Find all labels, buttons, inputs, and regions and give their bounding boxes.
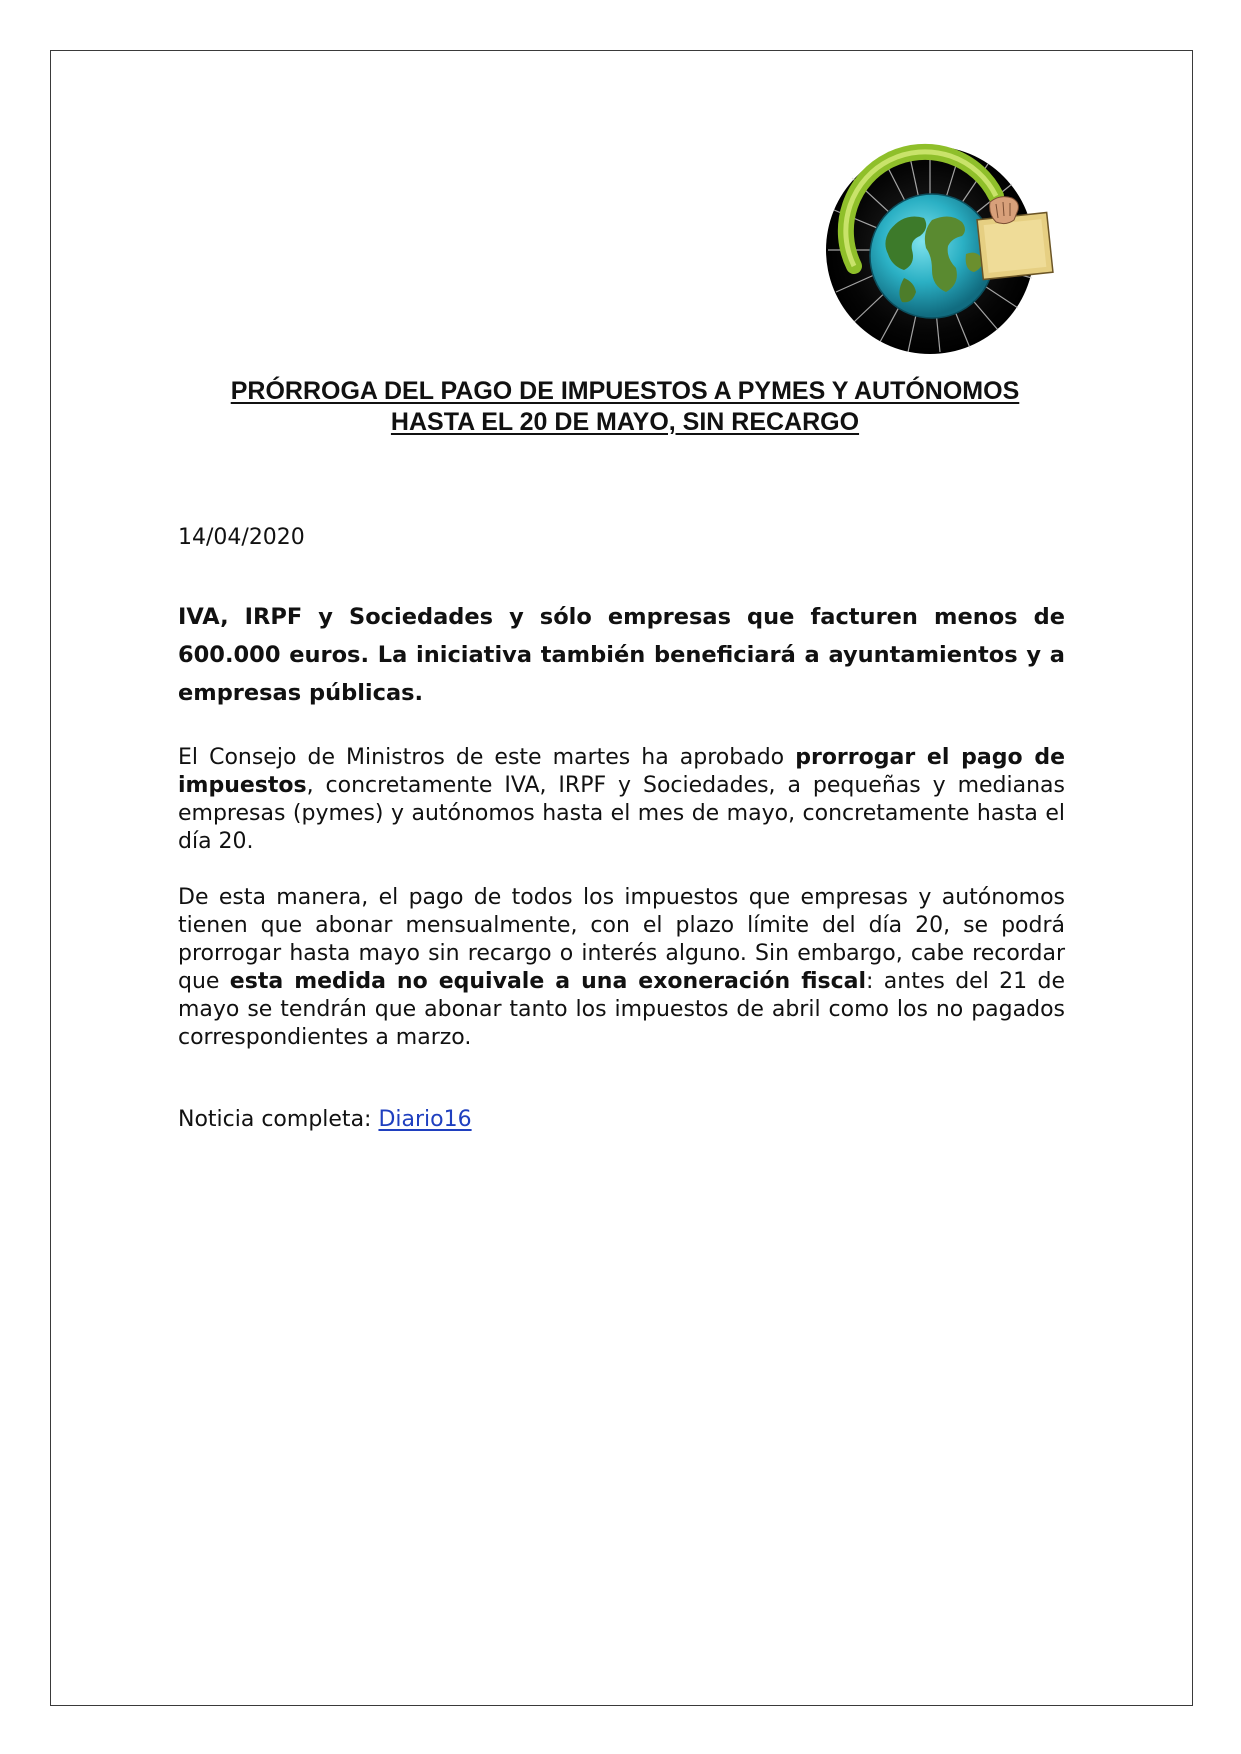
lead-paragraph: IVA, IRPF y Sociedades y sólo empresas que facturen menos de 600.000 euros. La iniciativa también beneficiará a ayuntamientos y a empresas públicas. xyxy=(178,604,1065,706)
paragraph-2-text-start: De esta manera, el pago de todos los impuestos que empresas y autónomos tienen que abonar mensualmente, con el plazo límite del día 20, se podrá prorrogar hasta mayo sin recargo o interés alguno. Sin embargo, cabe recordar que xyxy=(178,885,1065,994)
source-link[interactable]: Diario16 xyxy=(378,1107,472,1132)
document-title xyxy=(160,376,1090,438)
paragraph-2-text-end: : antes del 21 de mayo se tendrán que abonar tanto los impuestos de abril como los no pagados correspondientes a marzo. xyxy=(178,969,1065,1050)
paragraph-1-bold: prorrogar el pago de impuestos xyxy=(178,745,1065,798)
source-line xyxy=(178,1106,472,1134)
paragraph-1-text-end: , concretamente IVA, IRPF y Sociedades, a pequeñas y medianas empresas (pymes) y autónomos hasta el mes de mayo, concretamente hasta el día 20. xyxy=(178,773,1065,854)
globe-logo-icon xyxy=(820,138,1060,360)
source-label: Noticia completa: xyxy=(178,1107,379,1132)
title-line-2: HASTA EL 20 DE MAYO, SIN RECARGO xyxy=(390,408,860,436)
body-paragraph-1 xyxy=(178,744,1065,856)
paragraph-2-bold: esta medida no equivale a una exoneración fiscal xyxy=(229,969,867,994)
publication-date: 14/04/2020 xyxy=(178,525,305,550)
paragraph-1-text-start: El Consejo de Ministros de este martes ha aprobado xyxy=(178,745,796,770)
body-paragraph-2 xyxy=(178,884,1065,1052)
title-line-1: PRÓRROGA DEL PAGO DE IMPUESTOS A PYMES Y AUTÓNOMOS xyxy=(230,377,1020,405)
